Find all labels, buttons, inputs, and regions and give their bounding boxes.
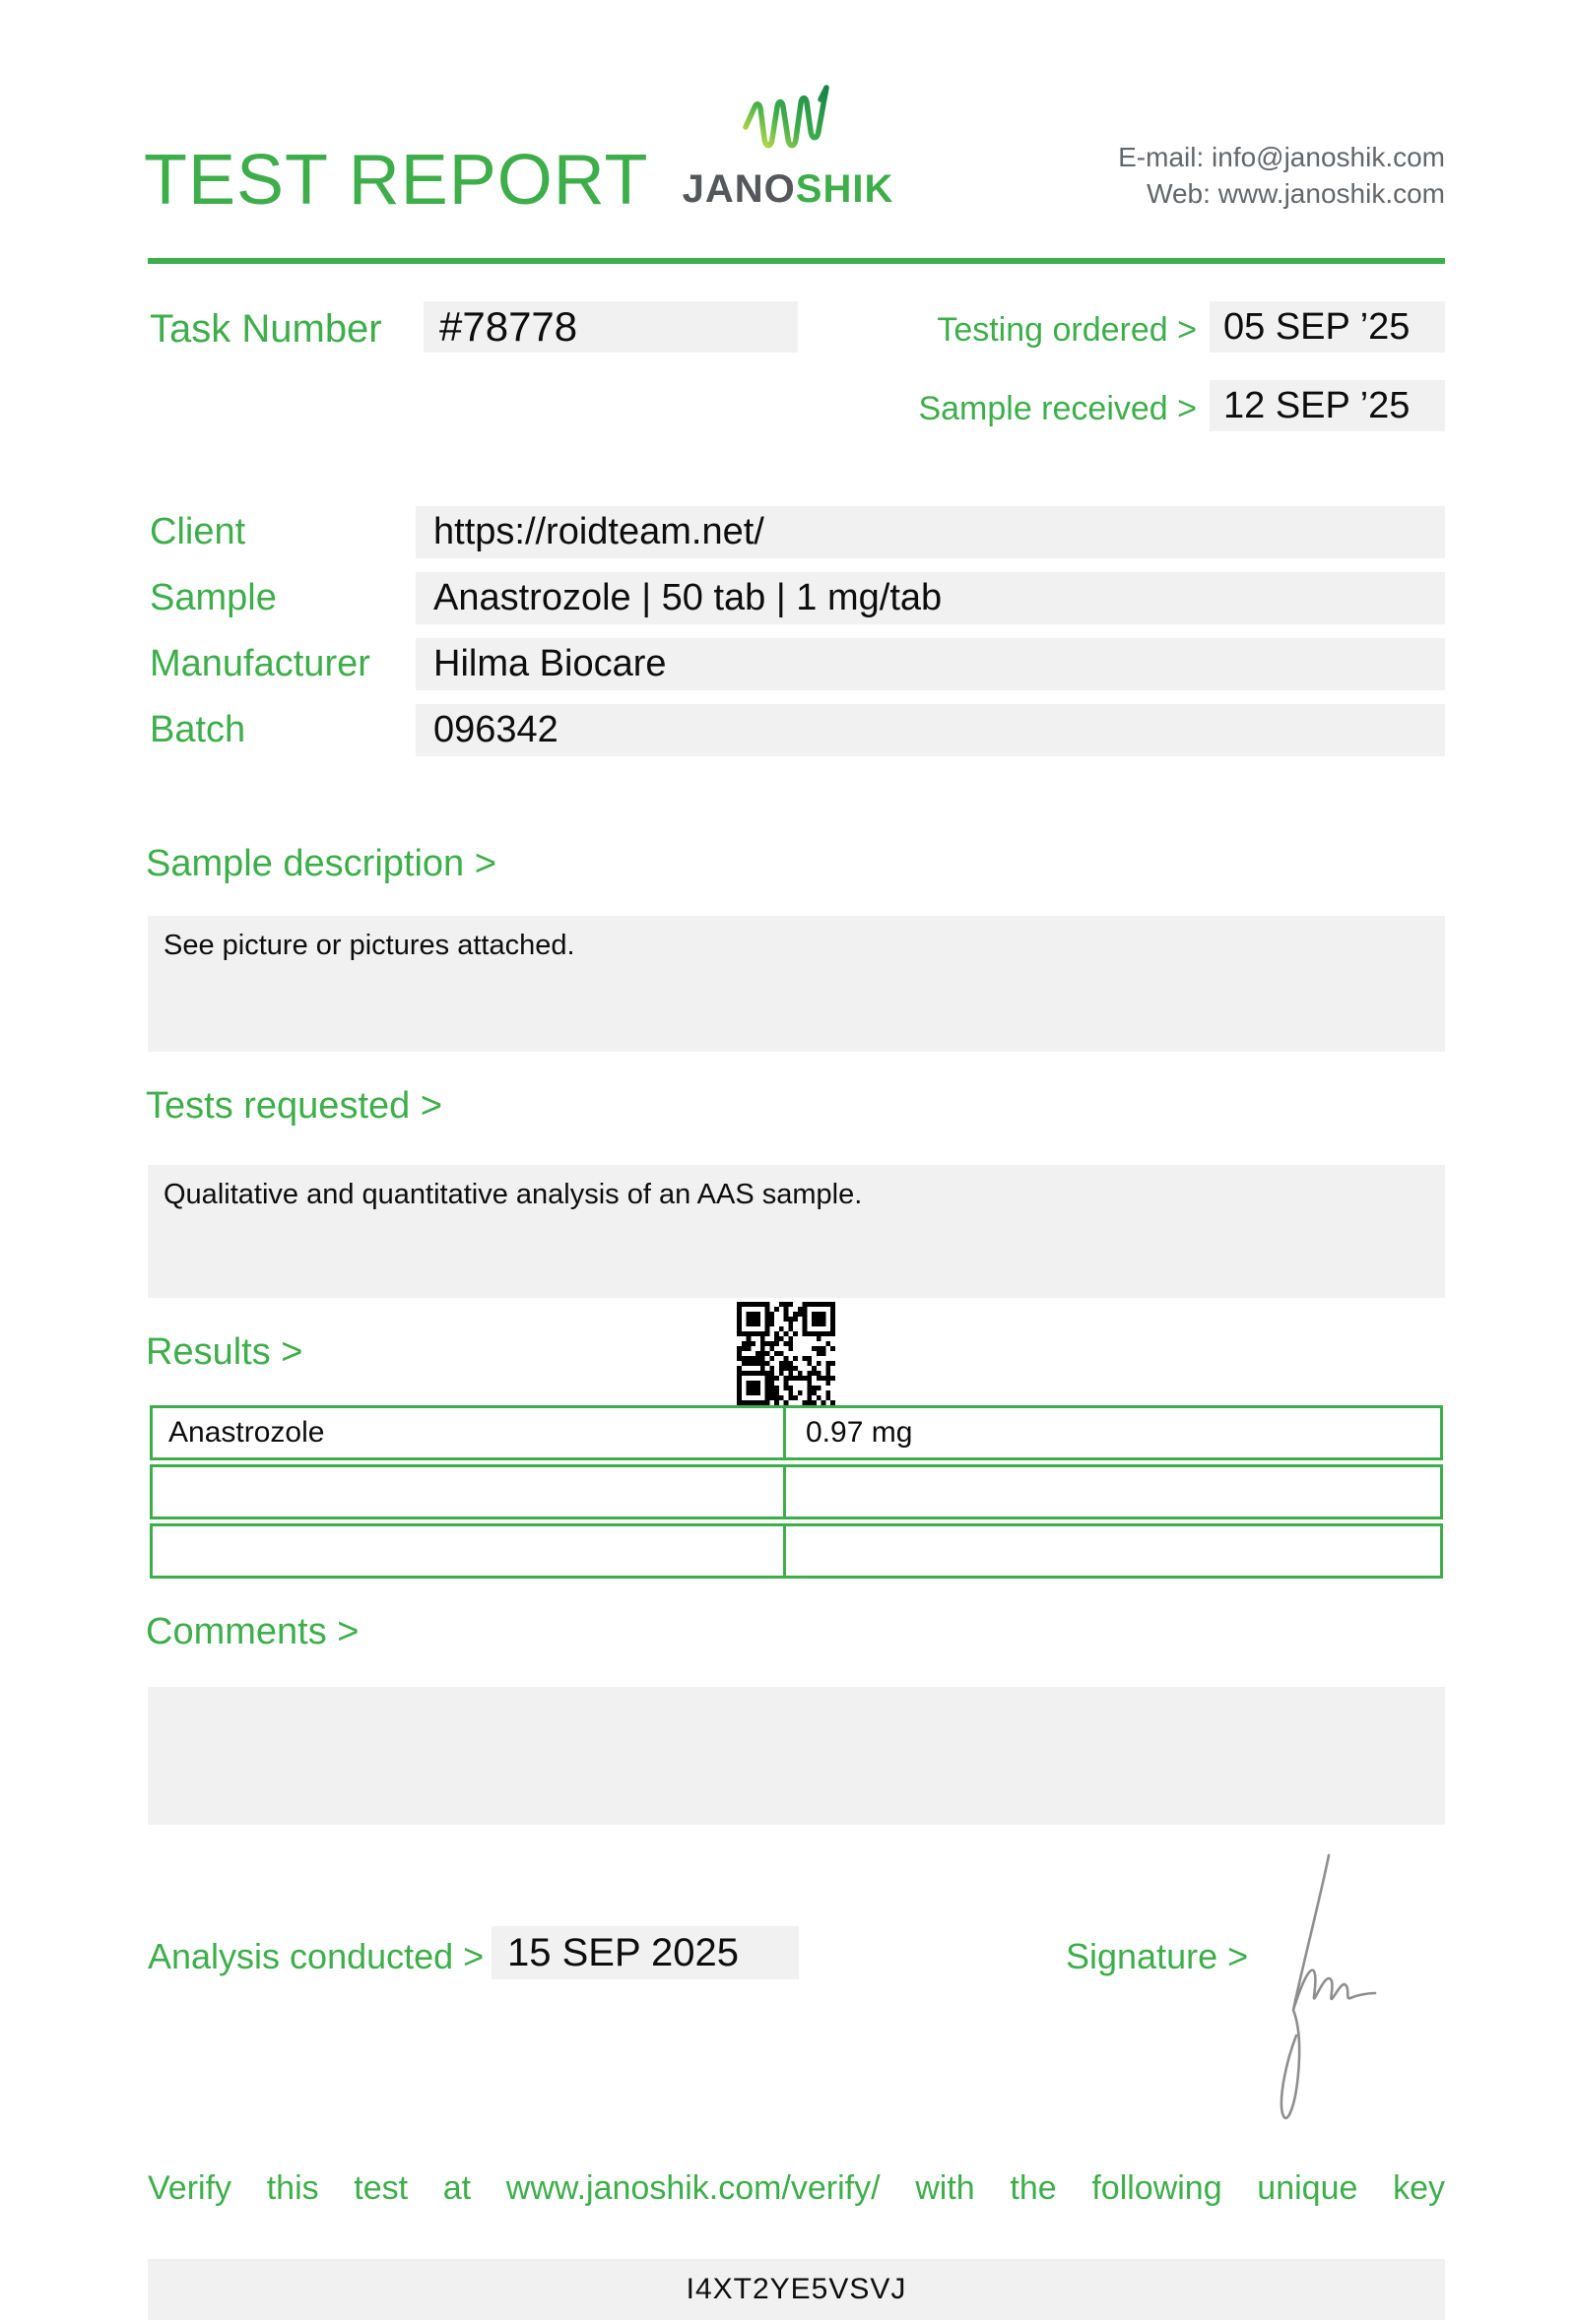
table-row [150, 1464, 1443, 1519]
testing-ordered-value: 05 SEP ’25 [1223, 306, 1411, 348]
client-field [416, 506, 1445, 558]
client-label: Client [150, 511, 246, 552]
sample-received-field [1210, 380, 1445, 431]
client-value: https://roidteam.net/ [433, 511, 764, 552]
verify-instruction: Verify this test at www.janoshik.com/verify/ with the following unique key [148, 2169, 1445, 2207]
header-divider [148, 258, 1445, 264]
batch-label: Batch [150, 709, 246, 750]
sample-description-box [148, 916, 1445, 1052]
result-substance-cell: Anastrozole [153, 1408, 786, 1457]
result-amount-cell: 0.97 mg [806, 1416, 913, 1449]
results-table [150, 1405, 1443, 1582]
tests-requested-label: Tests requested > [146, 1085, 443, 1127]
result-substance-cell [153, 1526, 786, 1576]
janoshik-logo-icon [742, 79, 832, 160]
sample-description-label: Sample description > [146, 843, 496, 884]
signature-label: Signature > [1066, 1936, 1249, 1976]
verify-key-value: I4XT2YE5VSVJ [686, 2273, 907, 2305]
table-row [150, 1405, 1443, 1460]
contact-email: E-mail: info@janoshik.com [1118, 142, 1445, 172]
logo-text-jano: JANO [682, 167, 796, 211]
sample-field [416, 572, 1445, 624]
sample-label: Sample [150, 577, 277, 618]
janoshik-logo-text [660, 167, 916, 212]
task-number-label: Task Number [150, 307, 382, 351]
batch-field [416, 704, 1445, 756]
analysis-conducted-value: 15 SEP 2025 [507, 1931, 740, 1974]
results-label: Results > [146, 1331, 303, 1373]
sample-value: Anastrozole | 50 tab | 1 mg/tab [433, 577, 943, 618]
testing-ordered-label: Testing ordered > [937, 311, 1197, 349]
tests-requested-box [148, 1165, 1445, 1298]
verify-key-box [148, 2259, 1445, 2320]
qr-code-icon [737, 1302, 835, 1405]
manufacturer-value: Hilma Biocare [433, 643, 667, 684]
sample-description-text: See picture or pictures attached. [164, 930, 575, 961]
sample-received-label: Sample received > [918, 390, 1197, 427]
logo-text-shik: SHIK [795, 167, 894, 211]
batch-value: 096342 [433, 709, 558, 750]
contact-block [985, 139, 1445, 212]
contact-web: Web: www.janoshik.com [1147, 178, 1445, 209]
sample-received-value: 12 SEP ’25 [1223, 385, 1411, 426]
task-number-value: #78778 [439, 303, 578, 350]
signature-image [1273, 1849, 1386, 2140]
manufacturer-label: Manufacturer [150, 643, 370, 684]
task-number-field [424, 301, 798, 353]
result-amount-cell [786, 1467, 1440, 1517]
manufacturer-field [416, 638, 1445, 690]
comments-box [148, 1687, 1445, 1825]
comments-text [148, 1687, 1445, 1714]
testing-ordered-field [1210, 301, 1445, 353]
result-amount-cell [786, 1526, 1440, 1576]
table-row [150, 1523, 1443, 1579]
tests-requested-text: Qualitative and quantitative analysis of an AAS sample. [164, 1179, 863, 1210]
comments-label: Comments > [146, 1611, 360, 1652]
analysis-conducted-label: Analysis conducted > [148, 1936, 485, 1976]
analysis-conducted-field [492, 1926, 799, 1979]
result-substance-cell [153, 1467, 786, 1517]
page-title: TEST REPORT [144, 141, 649, 220]
